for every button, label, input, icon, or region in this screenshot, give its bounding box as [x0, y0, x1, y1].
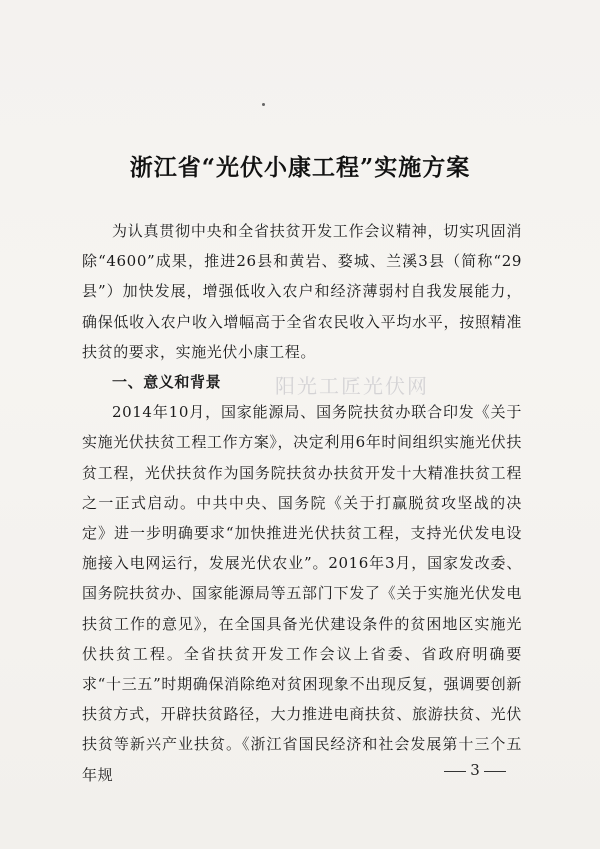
watermark: 阳光工匠光伏网: [275, 374, 429, 398]
scan-speck: [262, 103, 265, 106]
section-paragraph: 2014年10月，国家能源局、国务院扶贫办联合印发《关于实施光伏扶贫工程工作方案》，决定利用6年时间组织实施光伏扶贫工程，光伏扶贫作为国务院扶贫办扶贫开发十大精准扶贫工程之一正式启动。中共中央、国务院《关于打赢脱贫攻坚战的决定》进一步明确要求“加快推进光伏扶贫工程，支持光伏发电设施接入电网运行，发展光伏农业”。2016年3月，国家发改委、国务院扶贫办、国家能源局等五部门下发了《关于实施光伏发电扶贫工作的意见》，在全国具备光伏建设条件的贫困地区实施光伏扶贫工程。全省扶贫开发工作会议上省委、省政府明确要求“十三五”时期确保消除绝对贫困现象不出现反复，强调要创新扶贫方式，开辟扶贫路径，大力推进电商扶贫、旅游扶贫、光伏扶贫等新兴产业扶贫。《浙江省国民经济和社会发展第十三个五年规: [82, 403, 522, 784]
section-heading: 一、意义和背景: [112, 373, 222, 392]
document-title: 浙江省“光伏小康工程”实施方案: [129, 154, 471, 181]
page-number: [430, 761, 520, 779]
page-number-value: 3: [470, 761, 480, 779]
intro-paragraph: 为认真贯彻中央和全省扶贫开发工作会议精神，切实巩固消除“4600”成果，推进26县和黄岩、婺城、兰溪3县（简称“29县”）加快发展，增强低收入农户和经济薄弱村自我发展能力，确保低收入农户收入增幅高于全省农民收入平均水平，按照精准扶贫的要求，实施光伏小康工程。: [82, 222, 522, 361]
document-body: [82, 216, 522, 790]
dash-left: [444, 771, 466, 772]
dash-right: [484, 771, 506, 772]
